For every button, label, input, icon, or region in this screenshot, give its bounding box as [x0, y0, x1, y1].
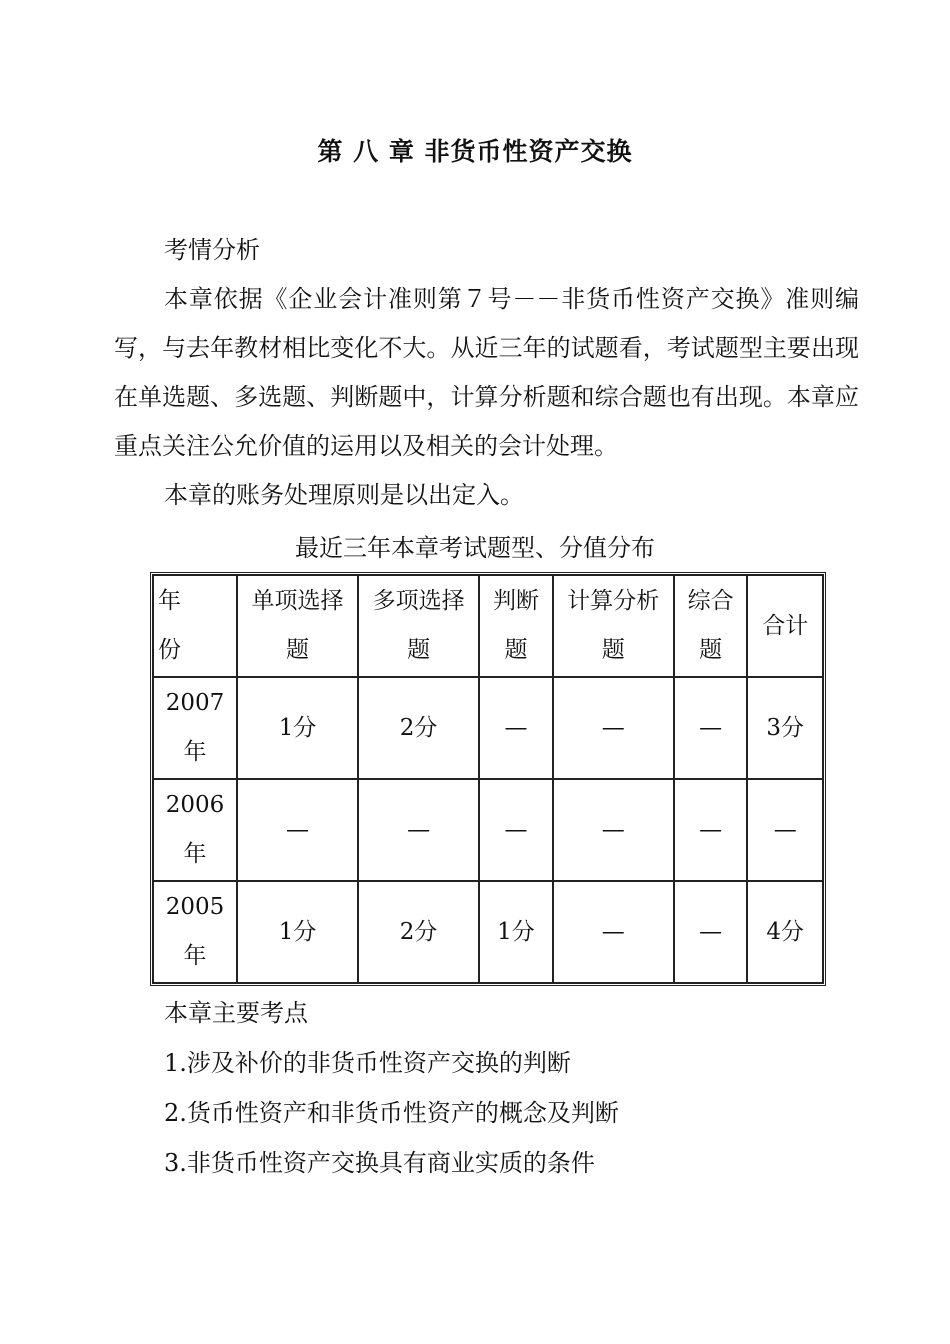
- cell-single-choice: 1分: [237, 881, 358, 983]
- paragraph-principle: 本章的账务处理原则是以出定入。: [164, 481, 524, 509]
- cell-year: 2005年: [153, 881, 237, 983]
- cell-calculation: —: [553, 677, 674, 779]
- table-row: [153, 677, 823, 779]
- body-text: [114, 226, 859, 520]
- cell-true-false: —: [479, 677, 553, 779]
- key-points: [164, 988, 864, 1188]
- cell-total: 4分: [747, 881, 823, 983]
- key-points-heading: 本章主要考点: [164, 999, 308, 1027]
- cell-year: 2006年: [153, 779, 237, 881]
- header-multi-choice: 多项选择题: [358, 575, 479, 677]
- score-distribution-table: [150, 572, 826, 986]
- cell-multi-choice: 2分: [358, 881, 479, 983]
- key-point-item: 2.货币性资产和非货币性资产的概念及判断: [164, 1099, 619, 1127]
- header-total: 合计: [747, 575, 823, 677]
- cell-true-false: 1分: [479, 881, 553, 983]
- paragraph-intro: 本章依据《企业会计准则第７号－－非货币性资产交换》准则编写，与去年教材相比变化不大。从近三年的试题看，考试题型主要出现在单选题、多选题、判断题中，计算分析题和综合题也有出现。本章应重点关注公允价值的运用以及相关的会计处理。: [114, 285, 859, 460]
- cell-comprehensive: —: [674, 881, 748, 983]
- cell-total: —: [747, 779, 823, 881]
- cell-year: 2007年: [153, 677, 237, 779]
- cell-comprehensive: —: [674, 677, 748, 779]
- cell-calculation: —: [553, 881, 674, 983]
- cell-comprehensive: —: [674, 779, 748, 881]
- header-true-false: 判断题: [479, 575, 553, 677]
- cell-total: 3分: [747, 677, 823, 779]
- header-single-choice: 单项选择题: [237, 575, 358, 677]
- table-header-row: [153, 575, 823, 677]
- cell-calculation: —: [553, 779, 674, 881]
- cell-single-choice: 1分: [237, 677, 358, 779]
- key-point-item: 3.非货币性资产交换具有商业实质的条件: [164, 1149, 595, 1177]
- chapter-title: 第 八 章 非货币性资产交换: [317, 137, 633, 166]
- header-calculation: 计算分析题: [553, 575, 674, 677]
- table-row: [153, 779, 823, 881]
- cell-single-choice: —: [237, 779, 358, 881]
- header-comprehensive: 综合题: [674, 575, 748, 677]
- header-year: 年 份: [153, 575, 237, 677]
- section-heading: 考情分析: [164, 236, 260, 264]
- table-caption: 最近三年本章考试题型、分值分布: [295, 534, 655, 562]
- cell-multi-choice: —: [358, 779, 479, 881]
- table-row: [153, 881, 823, 983]
- key-point-item: 1.涉及补价的非货币性资产交换的判断: [164, 1049, 571, 1077]
- cell-true-false: —: [479, 779, 553, 881]
- cell-multi-choice: 2分: [358, 677, 479, 779]
